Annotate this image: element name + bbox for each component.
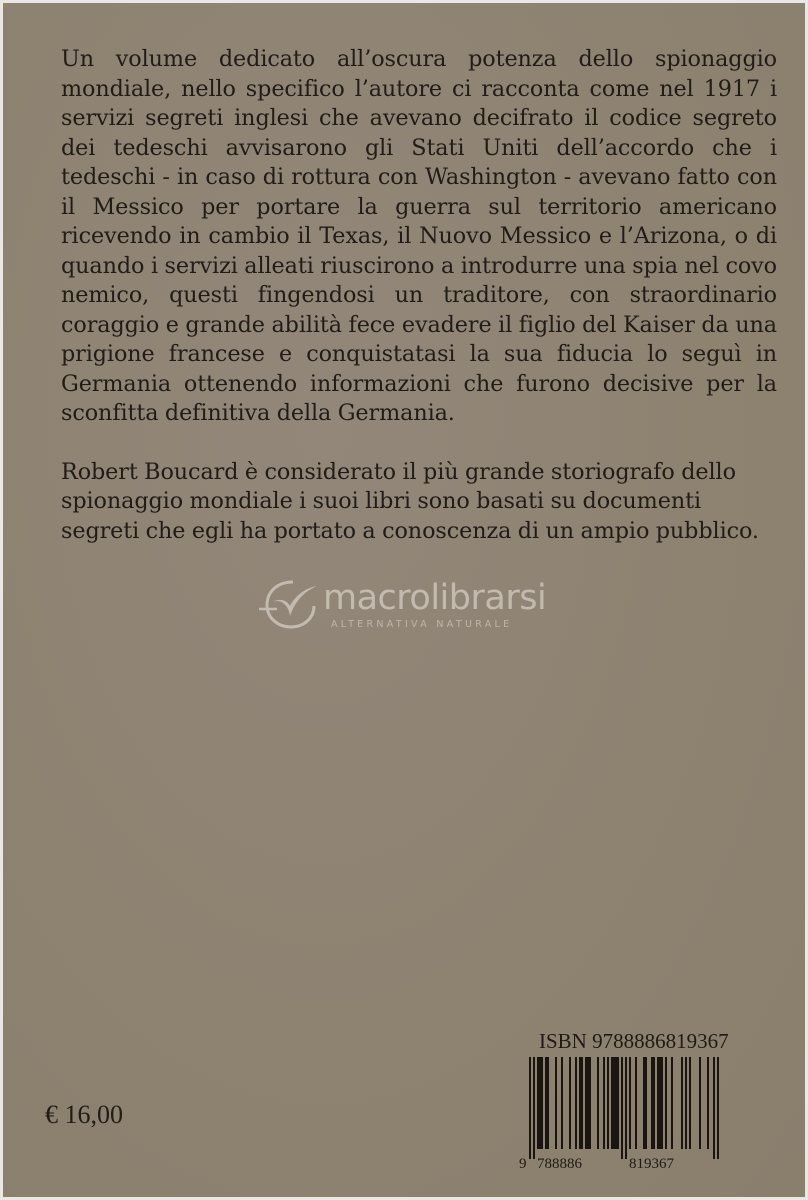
barcode-bar <box>685 1057 687 1149</box>
barcode-bar <box>529 1057 531 1159</box>
barcode-bar <box>587 1057 589 1149</box>
barcode-bar <box>665 1057 667 1149</box>
barcode-digits-left: 788886 <box>537 1156 582 1172</box>
book-back-cover <box>3 3 805 1197</box>
barcode-digit-first: 9 <box>519 1156 527 1172</box>
barcode-bar <box>539 1057 541 1149</box>
barcode-bar <box>613 1057 615 1149</box>
barcode-bar <box>575 1057 577 1149</box>
leaf-logo-icon <box>259 576 321 632</box>
barcode-bar <box>651 1057 653 1149</box>
barcode-bar <box>625 1057 627 1159</box>
barcode-bar <box>653 1057 655 1149</box>
synopsis-paragraph-2: Robert Boucard è considerato il più grande storiografo dello spionaggio mondiale i suoi libri sono basati su documenti segreti che egli ha portato a conoscenza di un ampio pubblico. <box>61 458 759 544</box>
barcode-bar <box>717 1057 719 1159</box>
barcode-bar <box>713 1057 715 1159</box>
barcode-bar <box>615 1057 617 1149</box>
barcode-bars <box>529 1057 719 1159</box>
barcode-bar <box>585 1057 587 1149</box>
synopsis <box>61 45 777 546</box>
barcode-bar <box>629 1057 631 1149</box>
watermark-tagline: ALTERNATIVA NATURALE <box>331 619 513 630</box>
barcode-bar <box>645 1057 647 1149</box>
barcode-bar <box>581 1057 583 1149</box>
barcode-bar <box>689 1057 691 1149</box>
barcode-bar <box>541 1057 543 1149</box>
barcode-digits-right: 819367 <box>629 1156 674 1172</box>
isbn-label: ISBN 9788886819367 <box>539 1029 729 1053</box>
barcode-bar <box>537 1057 539 1149</box>
barcode-bar <box>597 1057 599 1149</box>
barcode-bar <box>579 1057 581 1149</box>
barcode-bar <box>643 1057 645 1149</box>
barcode-bar <box>569 1057 571 1149</box>
barcode-bar <box>621 1057 623 1159</box>
barcode-bar <box>617 1057 619 1149</box>
barcode-bar <box>545 1057 547 1149</box>
barcode-bar <box>657 1057 659 1149</box>
isbn-barcode-block <box>511 1025 733 1177</box>
watermark-brand: macrolibrarsi <box>323 578 547 618</box>
price: € 16,00 <box>45 1100 123 1129</box>
barcode-bar <box>635 1057 637 1149</box>
barcode-bar <box>611 1057 613 1149</box>
barcode-bar <box>589 1057 591 1149</box>
barcode-bar <box>603 1057 605 1149</box>
barcode-bar <box>607 1057 609 1149</box>
barcode-bar <box>681 1057 683 1149</box>
barcode-bar <box>561 1057 563 1149</box>
isbn-barcode <box>511 1057 733 1177</box>
barcode-bar <box>661 1057 663 1149</box>
publisher-watermark <box>259 576 559 636</box>
barcode-bar <box>671 1057 673 1149</box>
barcode-bar <box>547 1057 549 1149</box>
barcode-bar <box>699 1057 701 1149</box>
barcode-bar <box>533 1057 535 1159</box>
barcode-bar <box>707 1057 709 1149</box>
barcode-bar <box>659 1057 661 1149</box>
barcode-bar <box>555 1057 557 1149</box>
synopsis-paragraph-1: Un volume dedicato all’oscura potenza dello spionaggio mondiale, nello specifico l’autore ci racconta come nel 1917 i servizi segreti inglesi che avevano decifrato il codice segreto dei tedeschi avvisarono gli Stati Uniti dell’accordo che i tedeschi - in caso di rottura con Washington - avevano fatto con il Messico per portare la guerra sul territorio americano ricevendo in cambio il Texas, il Nuovo Messico e l’Arizona, o di quando i servizi alleati riuscirono a introdurre una spia nel covo nemico, questi fingendosi un traditore, con straordinario coraggio e grande abilità fece evadere il figlio del Kaiser da una prigione francese e conquistatasi la sua fiducia lo seguì in Germania ottenendo informazioni che furono decisive per la sconfitta definitiva della Germania. <box>61 46 777 426</box>
